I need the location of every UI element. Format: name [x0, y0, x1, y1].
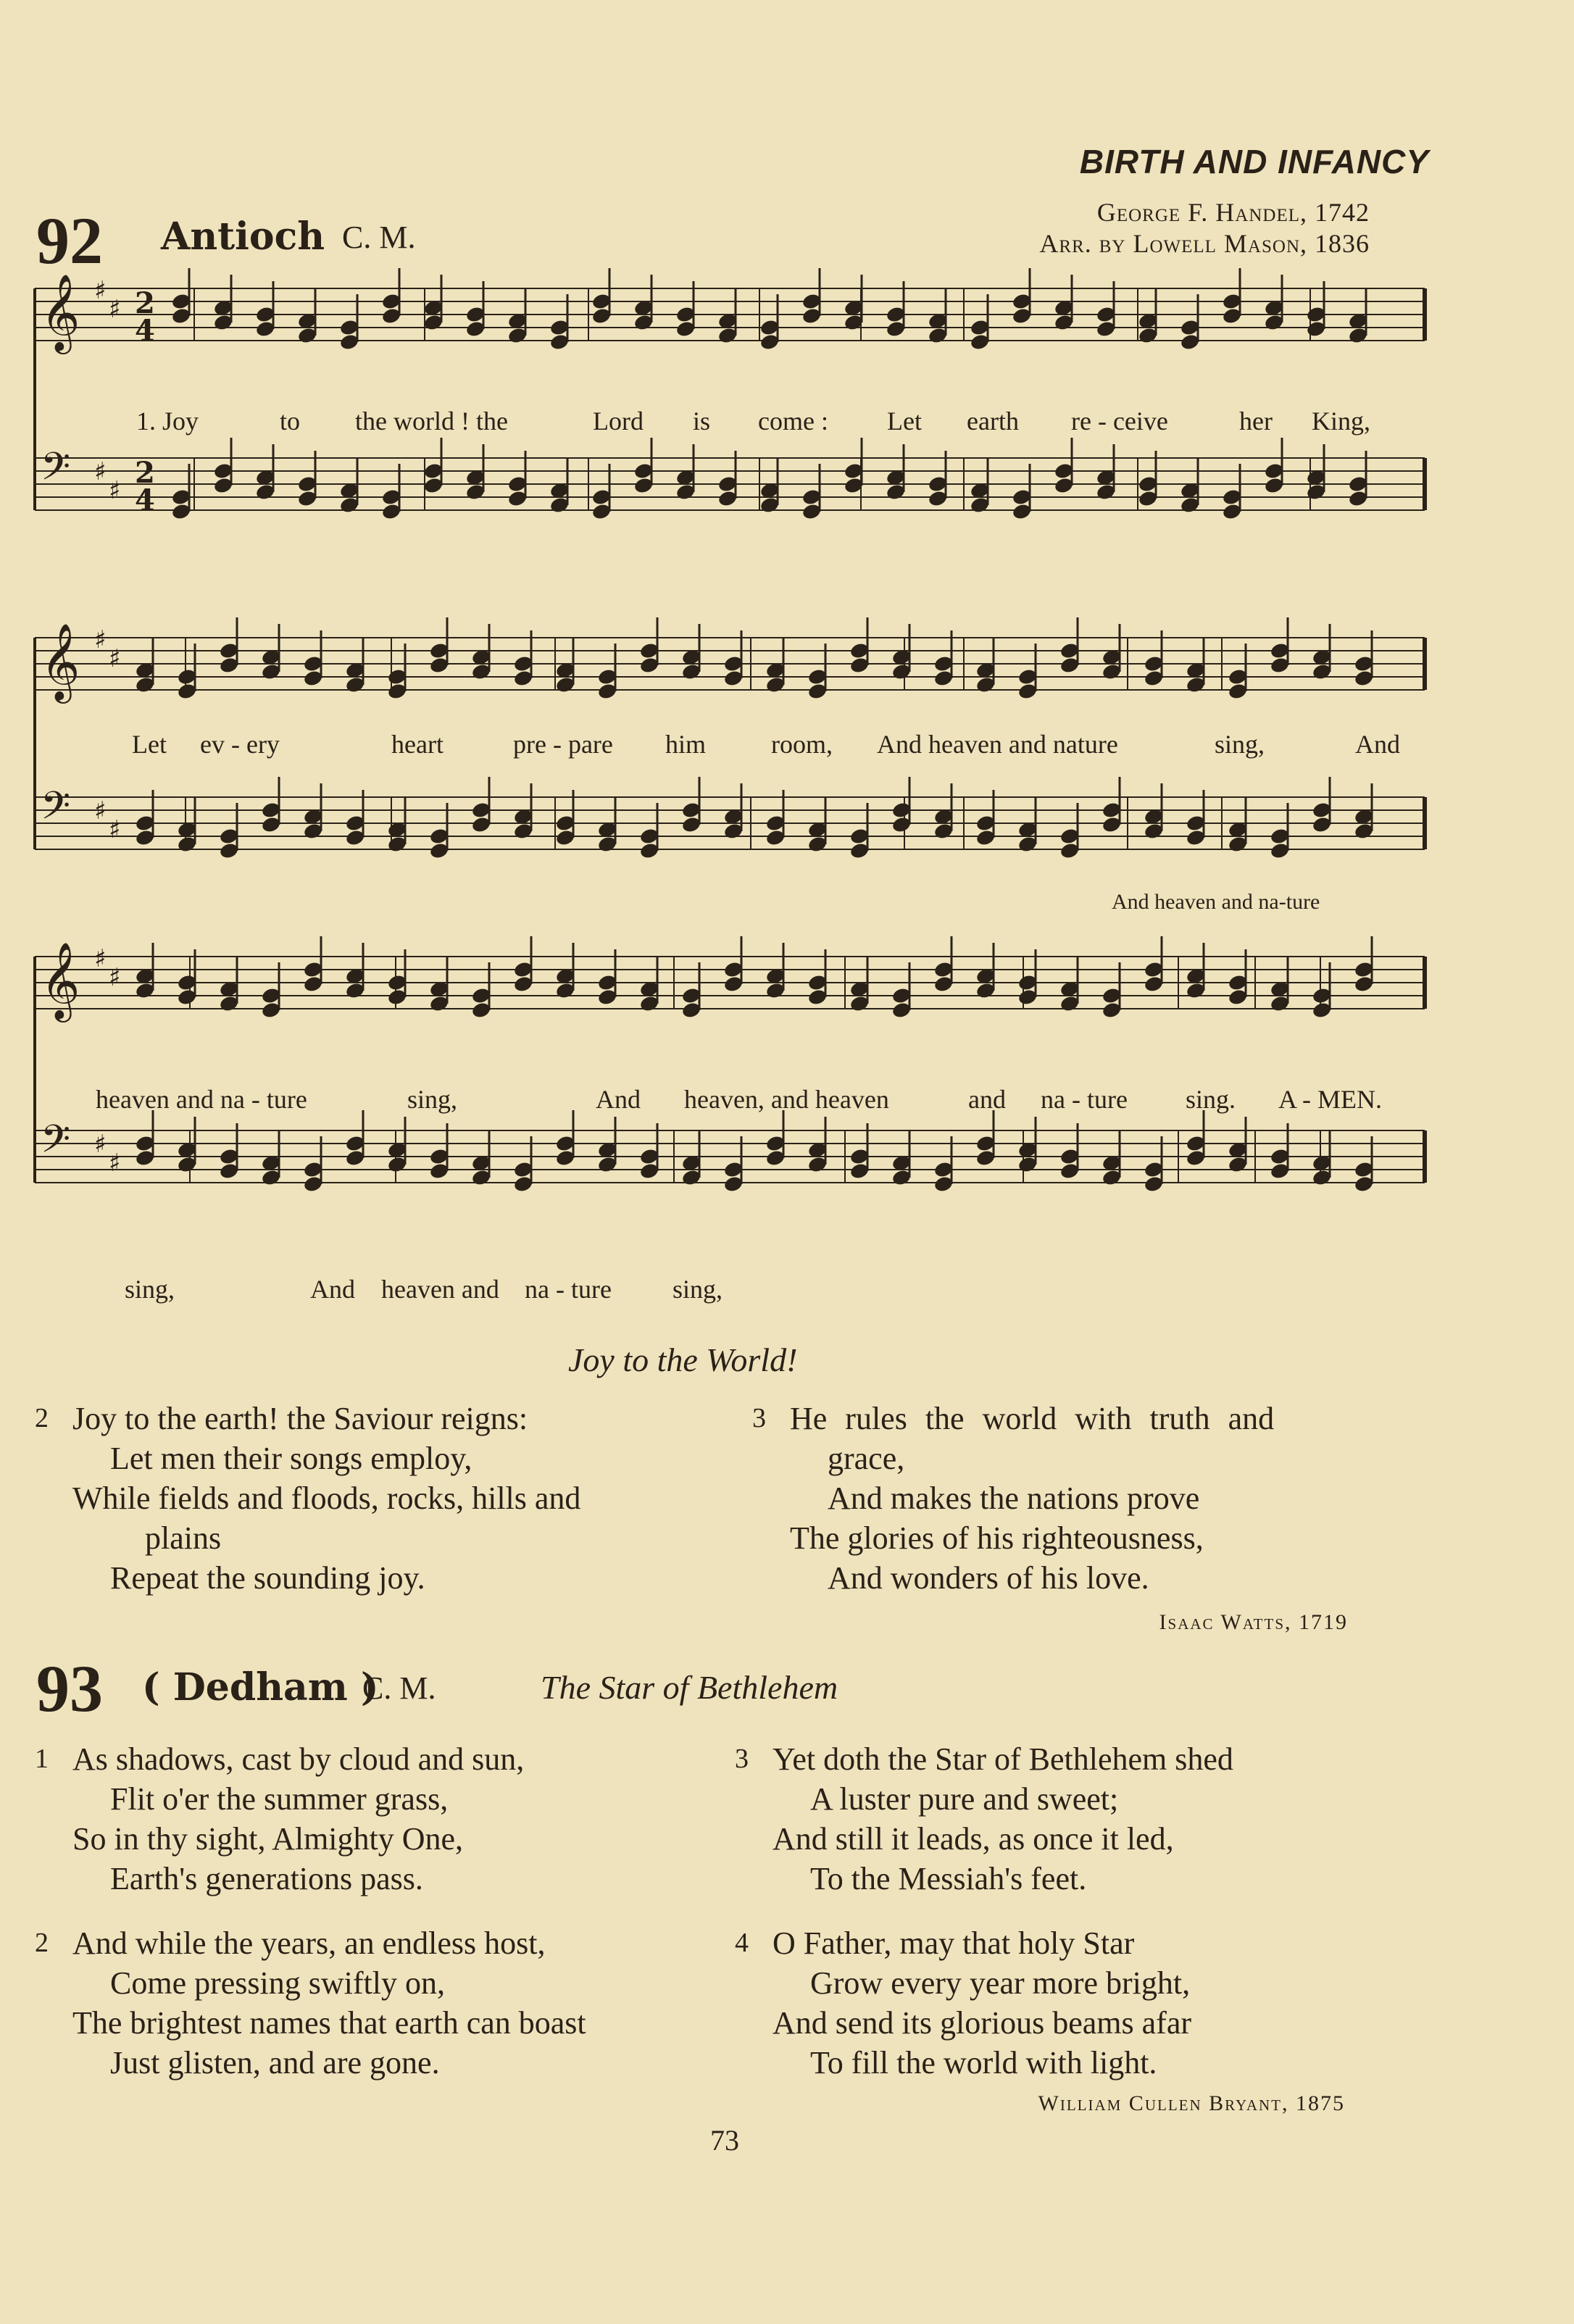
section-header: BIRTH AND INFANCY — [1079, 143, 1429, 180]
stanza-92-3 — [752, 1399, 1275, 1598]
lyric-s1-8: re - ceive — [1071, 407, 1168, 436]
meter-93: C. M. — [362, 1670, 436, 1706]
bass-lyric-s3-4: sing, — [673, 1275, 723, 1304]
stanza-92-2 — [35, 1399, 581, 1598]
stanza-line: And makes the nations prove — [828, 1480, 1200, 1516]
stanza-line: As shadows, cast by cloud and sun, — [72, 1741, 525, 1777]
lyric-s3-5: na - ture — [1041, 1085, 1128, 1114]
lyric-s1-6: Let — [887, 407, 922, 436]
treble-clef-icon: 𝄞 — [41, 273, 80, 351]
stanza-93-4 — [735, 1923, 1191, 2083]
lyric-s3-0: heaven and na - ture — [96, 1085, 307, 1114]
stanza-line: He rules the world with truth and — [790, 1401, 1275, 1436]
hymn-92-title: Joy to the World! — [568, 1341, 798, 1378]
time-signature-bass: 4 — [135, 483, 155, 517]
stanza-line: To the Messiah's feet. — [810, 1861, 1087, 1896]
lyric-s1-2: the world ! the — [355, 407, 508, 436]
stanza-line: And wonders of his love. — [828, 1560, 1149, 1596]
sharp-icon: ♯ — [94, 625, 107, 654]
stanza-93-1 — [35, 1739, 525, 1899]
stanza-line: Yet doth the Star of Bethlehem shed — [773, 1741, 1233, 1777]
bass-lyric-s3-3: na - ture — [525, 1275, 612, 1304]
sharp-icon: ♯ — [94, 457, 107, 486]
stanza-line: A luster pure and sweet; — [810, 1781, 1119, 1817]
stanza-line: And still it leads, as once it led, — [773, 1821, 1174, 1857]
bass-lyric-s3-1: And — [310, 1275, 355, 1304]
lyric-s1-3: Lord — [593, 407, 644, 436]
lyric-s1-10: King, — [1312, 407, 1370, 436]
bass-lyric-s3-2: heaven and — [381, 1275, 499, 1304]
author-92: Isaac Watts, 1719 — [1159, 1610, 1348, 1634]
lyric-s3-2: And — [596, 1085, 641, 1114]
lyric-s1-5: come : — [758, 407, 828, 436]
lyric-s2-7: sing, — [1215, 730, 1265, 759]
arranger: Arr. by Lowell Mason, 1836 — [1039, 229, 1370, 259]
stanza-line: grace, — [828, 1441, 905, 1476]
bass-lyric-s3-0: sing, — [125, 1275, 175, 1304]
stanza-93-2 — [35, 1923, 586, 2083]
lyric-s3-7: A - MEN. — [1278, 1085, 1382, 1114]
meter: C. M. — [342, 220, 416, 255]
sharp-icon: ♯ — [94, 276, 107, 305]
stanza-number: 1 — [35, 1744, 49, 1774]
hymn-number-92: 92 — [36, 204, 103, 278]
stanza-line: O Father, may that holy Star — [773, 1925, 1135, 1961]
lyric-s2-0: Let — [132, 730, 167, 759]
bass-clef-icon: 𝄢 — [41, 784, 71, 838]
stanza-line: So in thy sight, Almighty One, — [72, 1821, 464, 1857]
lyric-s1-0: 1. Joy — [136, 407, 199, 436]
sharp-icon: ♯ — [109, 1149, 121, 1178]
sharp-icon: ♯ — [94, 944, 107, 973]
hymn-93-title: The Star of Bethlehem — [541, 1669, 838, 1706]
lyric-s2-8: And — [1355, 730, 1400, 759]
sharp-icon: ♯ — [94, 796, 107, 825]
sharp-icon: ♯ — [109, 476, 121, 505]
treble-clef-icon: 𝄞 — [41, 941, 80, 1019]
sharp-icon: ♯ — [94, 1130, 107, 1159]
time-signature-treble: 4 — [135, 314, 155, 348]
composer: George F. Handel, 1742 — [1096, 198, 1370, 227]
lyric-s2-2: heart — [391, 730, 444, 759]
stanza-line: The glories of his righteousness, — [790, 1520, 1204, 1556]
lyric-s1-9: her — [1239, 407, 1273, 436]
stanza-number: 3 — [752, 1403, 766, 1433]
stanza-line: plains — [145, 1520, 222, 1556]
stanza-number: 2 — [35, 1928, 49, 1958]
page-number: 73 — [710, 2124, 739, 2157]
lyric-s2-5: room, — [771, 730, 833, 759]
stanza-line: Come pressing swiftly on, — [110, 1965, 445, 2001]
lyric-s1-1: to — [280, 407, 301, 436]
stanza-line: Let men their songs employ, — [110, 1441, 472, 1476]
lyric-s1-4: is — [693, 407, 711, 436]
lyric-s2-4: him — [665, 730, 707, 759]
stanza-line: Grow every year more bright, — [810, 1965, 1191, 2001]
sharp-icon: ♯ — [109, 295, 121, 324]
lyric-s3-3: heaven, and heaven — [684, 1085, 889, 1114]
stanza-line: And while the years, an endless host, — [72, 1925, 546, 1961]
lyric-s3-6: sing. — [1186, 1085, 1236, 1114]
author-93: William Cullen Bryant, 1875 — [1038, 2091, 1345, 2115]
stanza-line: The brightest names that earth can boast — [72, 2005, 586, 2041]
stanza-number: 4 — [735, 1928, 749, 1958]
stanza-line: Repeat the sounding joy. — [110, 1560, 425, 1596]
sharp-icon: ♯ — [109, 644, 121, 673]
sharp-icon: ♯ — [109, 815, 121, 844]
stanza-line: While fields and floods, rocks, hills and — [72, 1480, 581, 1516]
stanza-line: Flit o'er the summer grass, — [110, 1781, 449, 1817]
lyric-s2-1: ev - ery — [200, 730, 280, 759]
stanza-number: 3 — [735, 1744, 749, 1774]
stanza-line: Just glisten, and are gone. — [110, 2045, 440, 2081]
lyric-s2-3: pre - pare — [513, 730, 613, 759]
lyric-s1-7: earth — [967, 407, 1019, 436]
stanza-line: Joy to the earth! the Saviour reigns: — [72, 1401, 528, 1436]
sharp-icon: ♯ — [109, 963, 121, 992]
treble-clef-icon: 𝄞 — [41, 622, 80, 700]
bass-clef-icon: 𝄢 — [41, 445, 71, 499]
tune-name: Antioch — [161, 215, 325, 259]
lyric-s2-6: And heaven and nature — [877, 730, 1118, 759]
time-signature-treble: 2 — [135, 286, 155, 320]
lyric-s3-1: sing, — [407, 1085, 458, 1114]
tune-name-93: ( Dedham ) — [142, 1665, 379, 1709]
lyric-s3-4: and — [968, 1085, 1006, 1114]
hymn-number-93: 93 — [36, 1652, 103, 1725]
stanza-number: 2 — [35, 1403, 49, 1433]
stanza-line: To fill the world with light. — [810, 2045, 1157, 2081]
bass-clef-icon: 𝄢 — [41, 1117, 71, 1171]
stanza-line: Earth's generations pass. — [110, 1861, 423, 1896]
time-signature-bass: 2 — [135, 456, 155, 490]
stanza-line: And send its glorious beams afar — [773, 2005, 1191, 2041]
bass-lyric-s2: And heaven and na-ture — [1112, 890, 1320, 914]
stanza-93-3 — [735, 1739, 1233, 1899]
